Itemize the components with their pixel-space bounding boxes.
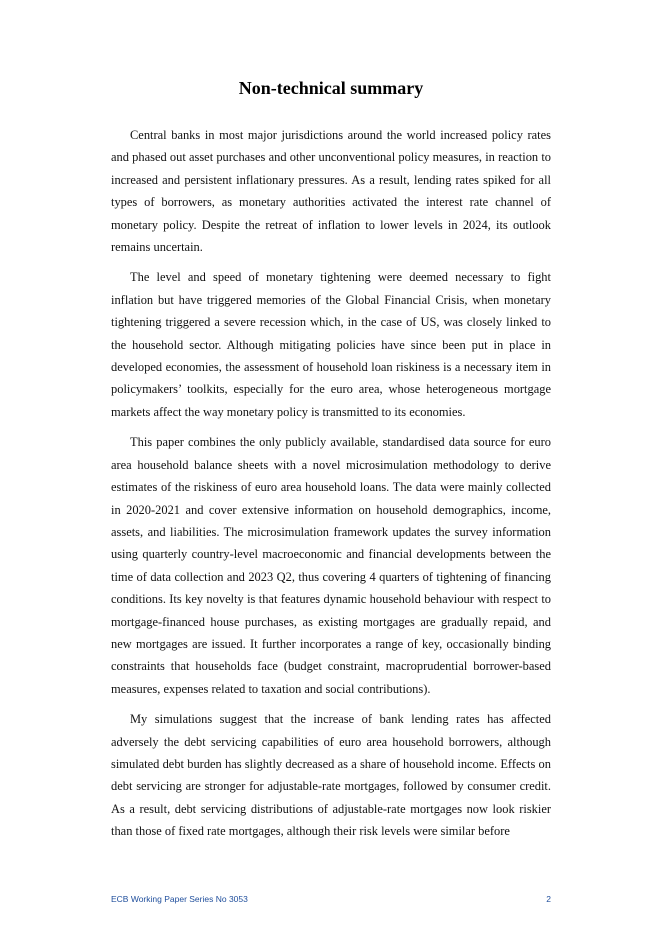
paragraph-1: Central banks in most major jurisdictions around the world increased policy rates and phased out asset purchases and other unconventional policy measures, in reaction to increased and persistent inflationary pressures. As a result, lending rates spiked for all types of borrowers, as monetary authorities activated the interest rate channel of monetary policy. Despite the retreat of inflation to lower levels in 2024, its outlook remains uncertain. (111, 128, 551, 255)
paragraph-3: This paper combines the only publicly available, standardised data source for euro area household balance sheets with a novel microsimulation methodology to derive estimates of the riskiness of euro area household loans. The data were mainly collected in 2020-2021 and cover extensive information on household demographics, income, assets, and liabilities. The microsimulation framework updates the survey information using quarterly country-level macroeconomic and financial developments between the time of data collection and 2023 Q2, thus covering 4 quarters of tightening of financing conditions. Its key novelty is that features dynamic household behaviour with respect to mortgage-financed house purchases, as existing mortgages are gradually repaid, and new mortgages are issued. It further incorporates a range of key, occasionally binding constraints that households face (budget constraint, macroprudential borrower-based measures, expenses related to taxation and social contributions). (111, 435, 551, 696)
paragraph-4: My simulations suggest that the increase of bank lending rates has affected adversely the debt servicing capabilities of euro area household borrowers, although simulated debt burden has slightly decreased as a share of household income. Effects on debt servicing are stronger for adjustable-rate mortgages, followed by consumer credit. As a result, debt servicing distributions of adjustable-rate mortgages now look riskier than those of fixed rate mortgages, although their risk levels were similar before (111, 712, 551, 839)
footer-page-number: 2 (546, 894, 551, 904)
paragraph-2: The level and speed of monetary tightening were deemed necessary to fight inflation but have triggered memories of the Global Financial Crisis, when monetary tightening triggered a severe recession which, in the case of US, was closely linked to the household sector. Although mitigating policies have since been put in place in developed economies, the assessment of household loan riskiness is a necessary item in policymakers’ toolkits, especially for the euro area, whose heterogeneous mortgage markets affect the way monetary policy is transmitted to its economies. (111, 270, 551, 419)
body-text (111, 124, 551, 851)
page-title: Non-technical summary (238, 78, 424, 98)
footer-series-label: ECB Working Paper Series No 3053 (111, 894, 248, 904)
